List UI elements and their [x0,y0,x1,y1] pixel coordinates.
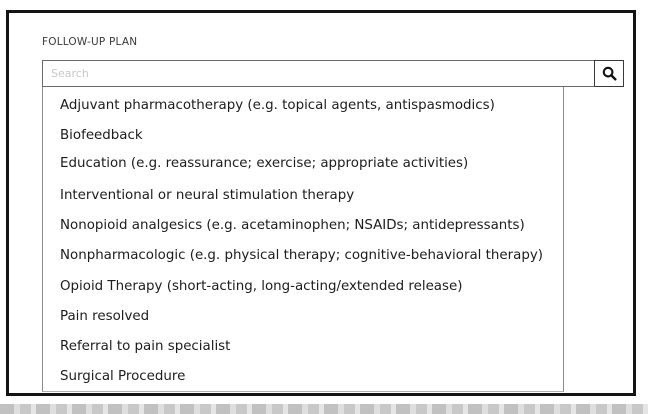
option-biofeedback[interactable]: Biofeedback [60,128,143,143]
option-nonpharmacologic[interactable]: Nonpharmacologic (e.g. physical therapy; cognitive-behavioral therapy) [60,248,543,263]
option-opioid-therapy[interactable]: Opioid Therapy (short-acting, long-acting/extended release) [60,279,463,294]
section-label-follow-up-plan: FOLLOW-UP PLAN [42,36,138,48]
option-interventional-therapy[interactable]: Interventional or neural stimulation therapy [60,188,355,203]
search-input[interactable] [42,60,594,87]
option-pain-resolved[interactable]: Pain resolved [60,309,150,324]
option-surgical-procedure[interactable]: Surgical Procedure [60,369,186,384]
search-icon [602,66,617,81]
option-education[interactable]: Education (e.g. reassurance; exercise; appropriate activities) [60,156,469,171]
option-referral-pain-specialist[interactable]: Referral to pain specialist [60,339,231,354]
option-nonopioid-analgesics[interactable]: Nonopioid analgesics (e.g. acetaminophen; NSAIDs; antidepressants) [60,218,525,233]
cropped-caption-strip [0,404,648,414]
option-adjuvant-pharmacotherapy[interactable]: Adjuvant pharmacotherapy (e.g. topical agents, antispasmodics) [60,98,495,113]
search-button[interactable] [594,60,624,87]
follow-up-options-list [42,87,564,392]
